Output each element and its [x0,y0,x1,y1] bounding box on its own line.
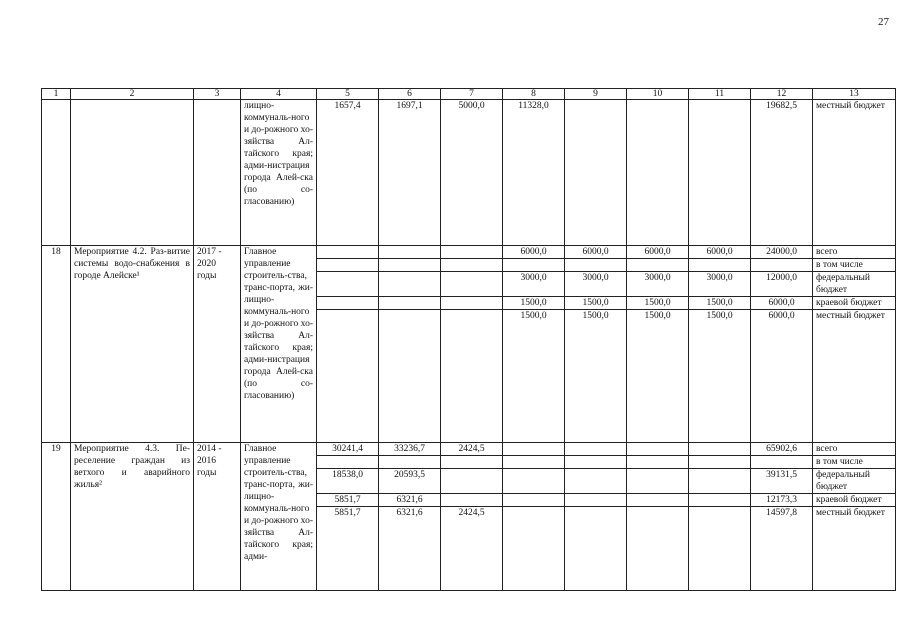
value-cell [317,272,379,297]
value-cell: 6321,6 [379,507,441,591]
value-cell [689,443,751,456]
value-cell [317,456,379,469]
page-number: 27 [878,16,889,28]
value-cell [565,469,627,494]
funding-source-cell: краевой бюджет [813,297,896,310]
value-cell [441,469,503,494]
total-cell: 12000,0 [751,272,813,297]
value-cell [565,456,627,469]
column-header: 6 [379,89,441,100]
value-cell: 6000,0 [689,246,751,259]
value-cell [689,494,751,507]
value-cell [565,507,627,591]
funding-source-cell: местный бюджет [813,310,896,443]
value-cell [503,507,565,591]
total-cell: 14597,8 [751,507,813,591]
column-header: 13 [813,89,896,100]
value-cell [689,507,751,591]
column-header: 12 [751,89,813,100]
program-table [41,88,896,591]
measure-name-cell: Мероприятие 4.3. Пе-реселение граждан из ветхого и аварийного жилья² [71,443,194,591]
column-header: 1 [42,89,71,100]
column-header: 8 [503,89,565,100]
value-cell [627,494,689,507]
value-cell [503,494,565,507]
row-number-cell [42,100,71,246]
value-cell: 1500,0 [689,297,751,310]
measure-name-cell [71,100,194,246]
total-cell [751,456,813,469]
value-cell [627,259,689,272]
total-cell: 12173,3 [751,494,813,507]
value-cell [503,469,565,494]
value-cell: 3000,0 [503,272,565,297]
value-cell: 5000,0 [441,100,503,246]
column-header: 10 [627,89,689,100]
value-cell [627,456,689,469]
value-cell: 1500,0 [565,310,627,443]
measure-name-cell: Мероприятие 4.2. Раз-витие системы водо-снабжения в городе Алейске¹ [71,246,194,443]
period-cell [194,100,241,246]
executor-cell: Главное управление строитель-ства, транс-порта, жи-лищно-коммуналь-ного и до-рожного хо-зяйства Ал-тайского края; адми- [241,443,317,591]
table-row [42,443,896,456]
value-cell [565,259,627,272]
value-cell [441,456,503,469]
funding-source-cell: местный бюджет [813,100,896,246]
value-cell [441,297,503,310]
value-cell: 1500,0 [627,297,689,310]
value-cell [565,494,627,507]
funding-source-cell: местный бюджет [813,507,896,591]
value-cell [379,456,441,469]
funding-source-cell: всего [813,246,896,259]
value-cell [441,494,503,507]
column-header: 11 [689,89,751,100]
executor-cell: Главное управление строитель-ства, транс-порта, жи-лищно-коммуналь-ного и до-рожного хо-зяйства Ал-тайского края; адми-нистрация города Алей-ска (по со-гласованию) [241,246,317,443]
period-cell: 2014 - 2016 годы [194,443,241,591]
funding-source-cell: в том числе [813,456,896,469]
total-cell: 6000,0 [751,297,813,310]
column-number-row [42,89,896,100]
value-cell: 33236,7 [379,443,441,456]
funding-source-cell: федеральный бюджет [813,469,896,494]
value-cell: 3000,0 [689,272,751,297]
value-cell: 1500,0 [627,310,689,443]
column-header: 7 [441,89,503,100]
total-cell: 19682,5 [751,100,813,246]
value-cell [441,310,503,443]
total-cell: 65902,6 [751,443,813,456]
value-cell [689,259,751,272]
value-cell [317,310,379,443]
column-header: 4 [241,89,317,100]
value-cell: 11328,0 [503,100,565,246]
value-cell: 6321,6 [379,494,441,507]
value-cell [503,259,565,272]
value-cell: 5851,7 [317,507,379,591]
value-cell [627,443,689,456]
value-cell: 1697,1 [379,100,441,246]
value-cell [689,469,751,494]
value-cell: 5851,7 [317,494,379,507]
value-cell: 1500,0 [503,310,565,443]
value-cell [627,507,689,591]
value-cell: 1500,0 [565,297,627,310]
column-header: 5 [317,89,379,100]
value-cell: 2424,5 [441,507,503,591]
value-cell: 6000,0 [503,246,565,259]
funding-source-cell: федеральный бюджет [813,272,896,297]
value-cell [627,100,689,246]
value-cell [441,259,503,272]
value-cell [441,272,503,297]
row-number-cell: 19 [42,443,71,591]
value-cell: 1500,0 [503,297,565,310]
value-cell [379,272,441,297]
value-cell [503,456,565,469]
value-cell [379,259,441,272]
row-number-cell: 18 [42,246,71,443]
value-cell: 1500,0 [689,310,751,443]
funding-source-cell: краевой бюджет [813,494,896,507]
value-cell [503,443,565,456]
total-cell [751,259,813,272]
value-cell [565,100,627,246]
total-cell: 24000,0 [751,246,813,259]
value-cell [317,246,379,259]
table-row [42,246,896,259]
value-cell [689,100,751,246]
value-cell: 6000,0 [627,246,689,259]
value-cell: 3000,0 [565,272,627,297]
value-cell [379,310,441,443]
value-cell [627,469,689,494]
column-header: 2 [71,89,194,100]
value-cell [317,259,379,272]
value-cell: 18538,0 [317,469,379,494]
executor-cell: лищно-коммуналь-ного и до-рожного хо-зяйства Ал-тайского края; адми-нистрация города Алей-ска (по со-гласованию) [241,100,317,246]
period-cell: 2017 - 2020 годы [194,246,241,443]
funding-source-cell: всего [813,443,896,456]
value-cell [379,246,441,259]
column-header: 3 [194,89,241,100]
value-cell [379,297,441,310]
value-cell: 3000,0 [627,272,689,297]
value-cell: 30241,4 [317,443,379,456]
value-cell [565,443,627,456]
total-cell: 39131,5 [751,469,813,494]
value-cell: 6000,0 [565,246,627,259]
table-row [42,100,896,246]
total-cell: 6000,0 [751,310,813,443]
value-cell [317,297,379,310]
value-cell: 2424,5 [441,443,503,456]
value-cell [689,456,751,469]
value-cell: 20593,5 [379,469,441,494]
column-header: 9 [565,89,627,100]
value-cell: 1657,4 [317,100,379,246]
funding-source-cell: в том числе [813,259,896,272]
value-cell [441,246,503,259]
